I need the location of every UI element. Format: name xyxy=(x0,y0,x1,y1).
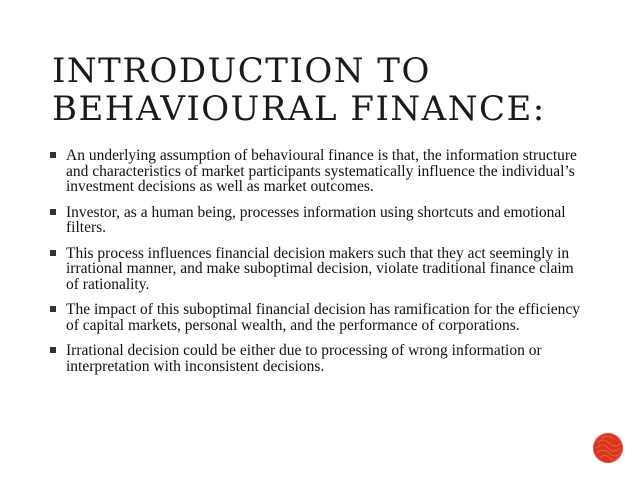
decorative-circle-icon xyxy=(593,433,623,463)
bullet-item xyxy=(50,302,590,333)
bullet-text: Irrational decision could be either due to processing of wrong information or interpretation with inconsistent decisions. xyxy=(66,342,542,375)
bullet-text: An underlying assumption of behavioural finance is that, the information structure and characteristics of market participants systematically influence the individual’s investment decisions as well as market outcomes. xyxy=(66,147,577,195)
bullet-list xyxy=(50,148,590,384)
bullet-item xyxy=(50,343,590,374)
square-bullet-icon xyxy=(50,209,56,215)
slide-title-line-1: INTRODUCTION TO xyxy=(52,51,431,91)
bullet-item xyxy=(50,246,590,293)
square-bullet-icon xyxy=(50,250,56,256)
circle-pattern xyxy=(593,433,623,463)
bullet-text: Investor, as a human being, processes information using shortcuts and emotional filters. xyxy=(66,203,566,236)
square-bullet-icon xyxy=(50,152,56,158)
slide-title-line-2: BEHAVIOURAL FINANCE: xyxy=(52,89,546,129)
square-bullet-icon xyxy=(50,306,56,312)
bullet-item xyxy=(50,148,590,195)
bullet-text: The impact of this suboptimal financial decision has ramification for the efficiency of capital markets, personal wealth, and the performance of corporations. xyxy=(66,301,581,334)
bullet-text: This process influences financial decision makers such that they act seemingly in irrational manner, and make suboptimal decision, violate traditional finance claim of rationality. xyxy=(66,244,574,293)
square-bullet-icon xyxy=(50,347,56,353)
slide-title xyxy=(52,52,612,128)
bullet-item xyxy=(50,205,590,236)
